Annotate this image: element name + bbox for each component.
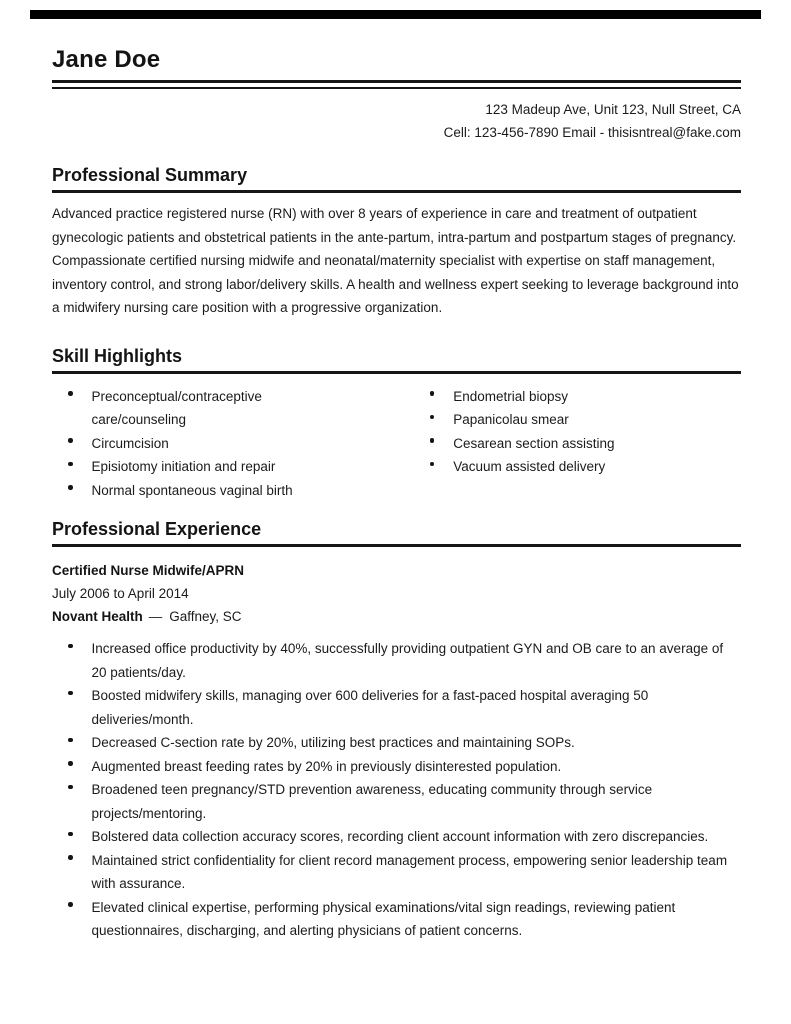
- skill-item-label: Normal spontaneous vaginal birth: [91, 482, 293, 498]
- bullet-dot: [68, 691, 73, 696]
- experience-bullet: [52, 731, 741, 755]
- bullet-dot: [430, 415, 435, 420]
- experience-bullet-text: Boosted midwifery skills, managing over 600 deliveries for a fast-paced hospital averaging 50 deliveries/month.: [91, 688, 649, 727]
- section-professional-summary: [52, 165, 741, 320]
- experience-bullet-text: Elevated clinical expertise, performing physical examinations/vital sign readings, reviewing patient questionnaires, discharging, and alerting physicians of patient concerns.: [91, 899, 676, 938]
- bullet-dot: [68, 438, 73, 443]
- bullet-dot: [68, 785, 73, 790]
- skill-item: [414, 385, 741, 409]
- skill-item: [52, 455, 414, 479]
- contact-address: 123 Madeup Ave, Unit 123, Null Street, CA: [485, 102, 741, 117]
- experience-bullet: [52, 755, 741, 779]
- experience-bullet: [52, 637, 741, 684]
- bullet-dot: [68, 761, 73, 766]
- section-professional-experience: [52, 519, 741, 943]
- job-location: Gaffney, SC: [169, 609, 242, 624]
- experience-bullet: [52, 778, 741, 825]
- employer-line: [52, 605, 741, 628]
- skills-column-left: [52, 385, 414, 503]
- section-heading-summary: Professional Summary: [52, 165, 741, 193]
- skill-item: [52, 479, 414, 503]
- experience-bullet-text: Augmented breast feeding rates by 20% in previously disinterested population.: [91, 758, 562, 774]
- skill-item: [52, 432, 414, 456]
- section-heading-skills: Skill Highlights: [52, 346, 741, 374]
- summary-paragraph: Advanced practice registered nurse (RN) with over 8 years of experience in care and treatment of outpatient gynecologic patients and obstetrical patients in the ante-partum, intra-partum and postpartum stages of pregnancy. Compassionate certified nursing midwife and neonatal/maternity specialist with expertise on staff management, inventory control, and strong labor/delivery skills. A health and wellness expert seeking to leverage background into a midwifery nursing care position with a progressive organization.: [52, 206, 739, 315]
- bullet-dot: [430, 391, 435, 396]
- bullet-dot: [68, 644, 73, 649]
- job-title: Certified Nurse Midwife/APRN: [52, 563, 245, 578]
- skill-item-label: Vacuum assisted delivery: [453, 459, 606, 474]
- skills-column-right: [414, 385, 741, 503]
- skill-item-label: Papanicolau smear: [453, 412, 569, 427]
- bullet-dot: [430, 462, 435, 467]
- experience-bullet-text: Bolstered data collection accuracy scores, recording client account information with zero discrepancies.: [91, 829, 709, 844]
- section-skill-highlights: [52, 346, 741, 503]
- skill-item-label: Preconceptual/contraceptive care/counseling: [91, 388, 262, 427]
- top-border-bar: [30, 10, 761, 19]
- job-dates: July 2006 to April 2014: [52, 586, 189, 601]
- resume-header: [52, 46, 741, 144]
- name-divider: [52, 80, 741, 89]
- experience-bullet: [52, 896, 741, 943]
- experience-bullet: [52, 825, 741, 849]
- skill-item: [414, 432, 741, 456]
- contact-block: [52, 98, 741, 144]
- skill-item-label: Endometrial biopsy: [453, 388, 569, 404]
- section-heading-experience: Professional Experience: [52, 519, 741, 547]
- skill-item-label: Episiotomy initiation and repair: [91, 459, 276, 474]
- experience-bullet: [52, 684, 741, 731]
- bullet-dot: [68, 485, 73, 490]
- experience-bullet-text: Decreased C-section rate by 20%, utilizing best practices and maintaining SOPs.: [91, 735, 575, 750]
- employer-location-separator: —: [148, 609, 163, 624]
- bullet-dot: [68, 902, 73, 907]
- page-title: Jane Doe: [52, 46, 161, 73]
- bullet-dot: [430, 438, 435, 443]
- experience-bullet-text: Increased office productivity by 40%, successfully providing outpatient GYN and OB care to an average of 20 patients/day.: [91, 641, 724, 680]
- bullet-dot: [68, 391, 73, 396]
- experience-bullet-text: Maintained strict confidentiality for client record management process, empowering senior leadership team with assurance.: [91, 852, 728, 891]
- bullet-dot: [68, 462, 73, 467]
- skill-item-label: Circumcision: [91, 435, 169, 451]
- bullet-dot: [68, 855, 73, 860]
- bullet-dot: [68, 738, 73, 743]
- skill-item: [414, 455, 741, 479]
- skill-item-label: Cesarean section assisting: [453, 435, 615, 451]
- skill-item: [52, 385, 414, 432]
- contact-cell-email: Cell: 123-456-7890 Email - thisisntreal@fake.com: [443, 125, 741, 140]
- bullet-dot: [68, 832, 73, 837]
- experience-bullet: [52, 849, 741, 896]
- employer-name: Novant Health: [52, 609, 143, 624]
- experience-bullet-list: [52, 637, 741, 943]
- experience-bullet-text: Broadened teen pregnancy/STD prevention awareness, educating community through service projects/mentoring.: [91, 782, 653, 821]
- skills-grid: [52, 385, 741, 503]
- skill-item: [414, 408, 741, 432]
